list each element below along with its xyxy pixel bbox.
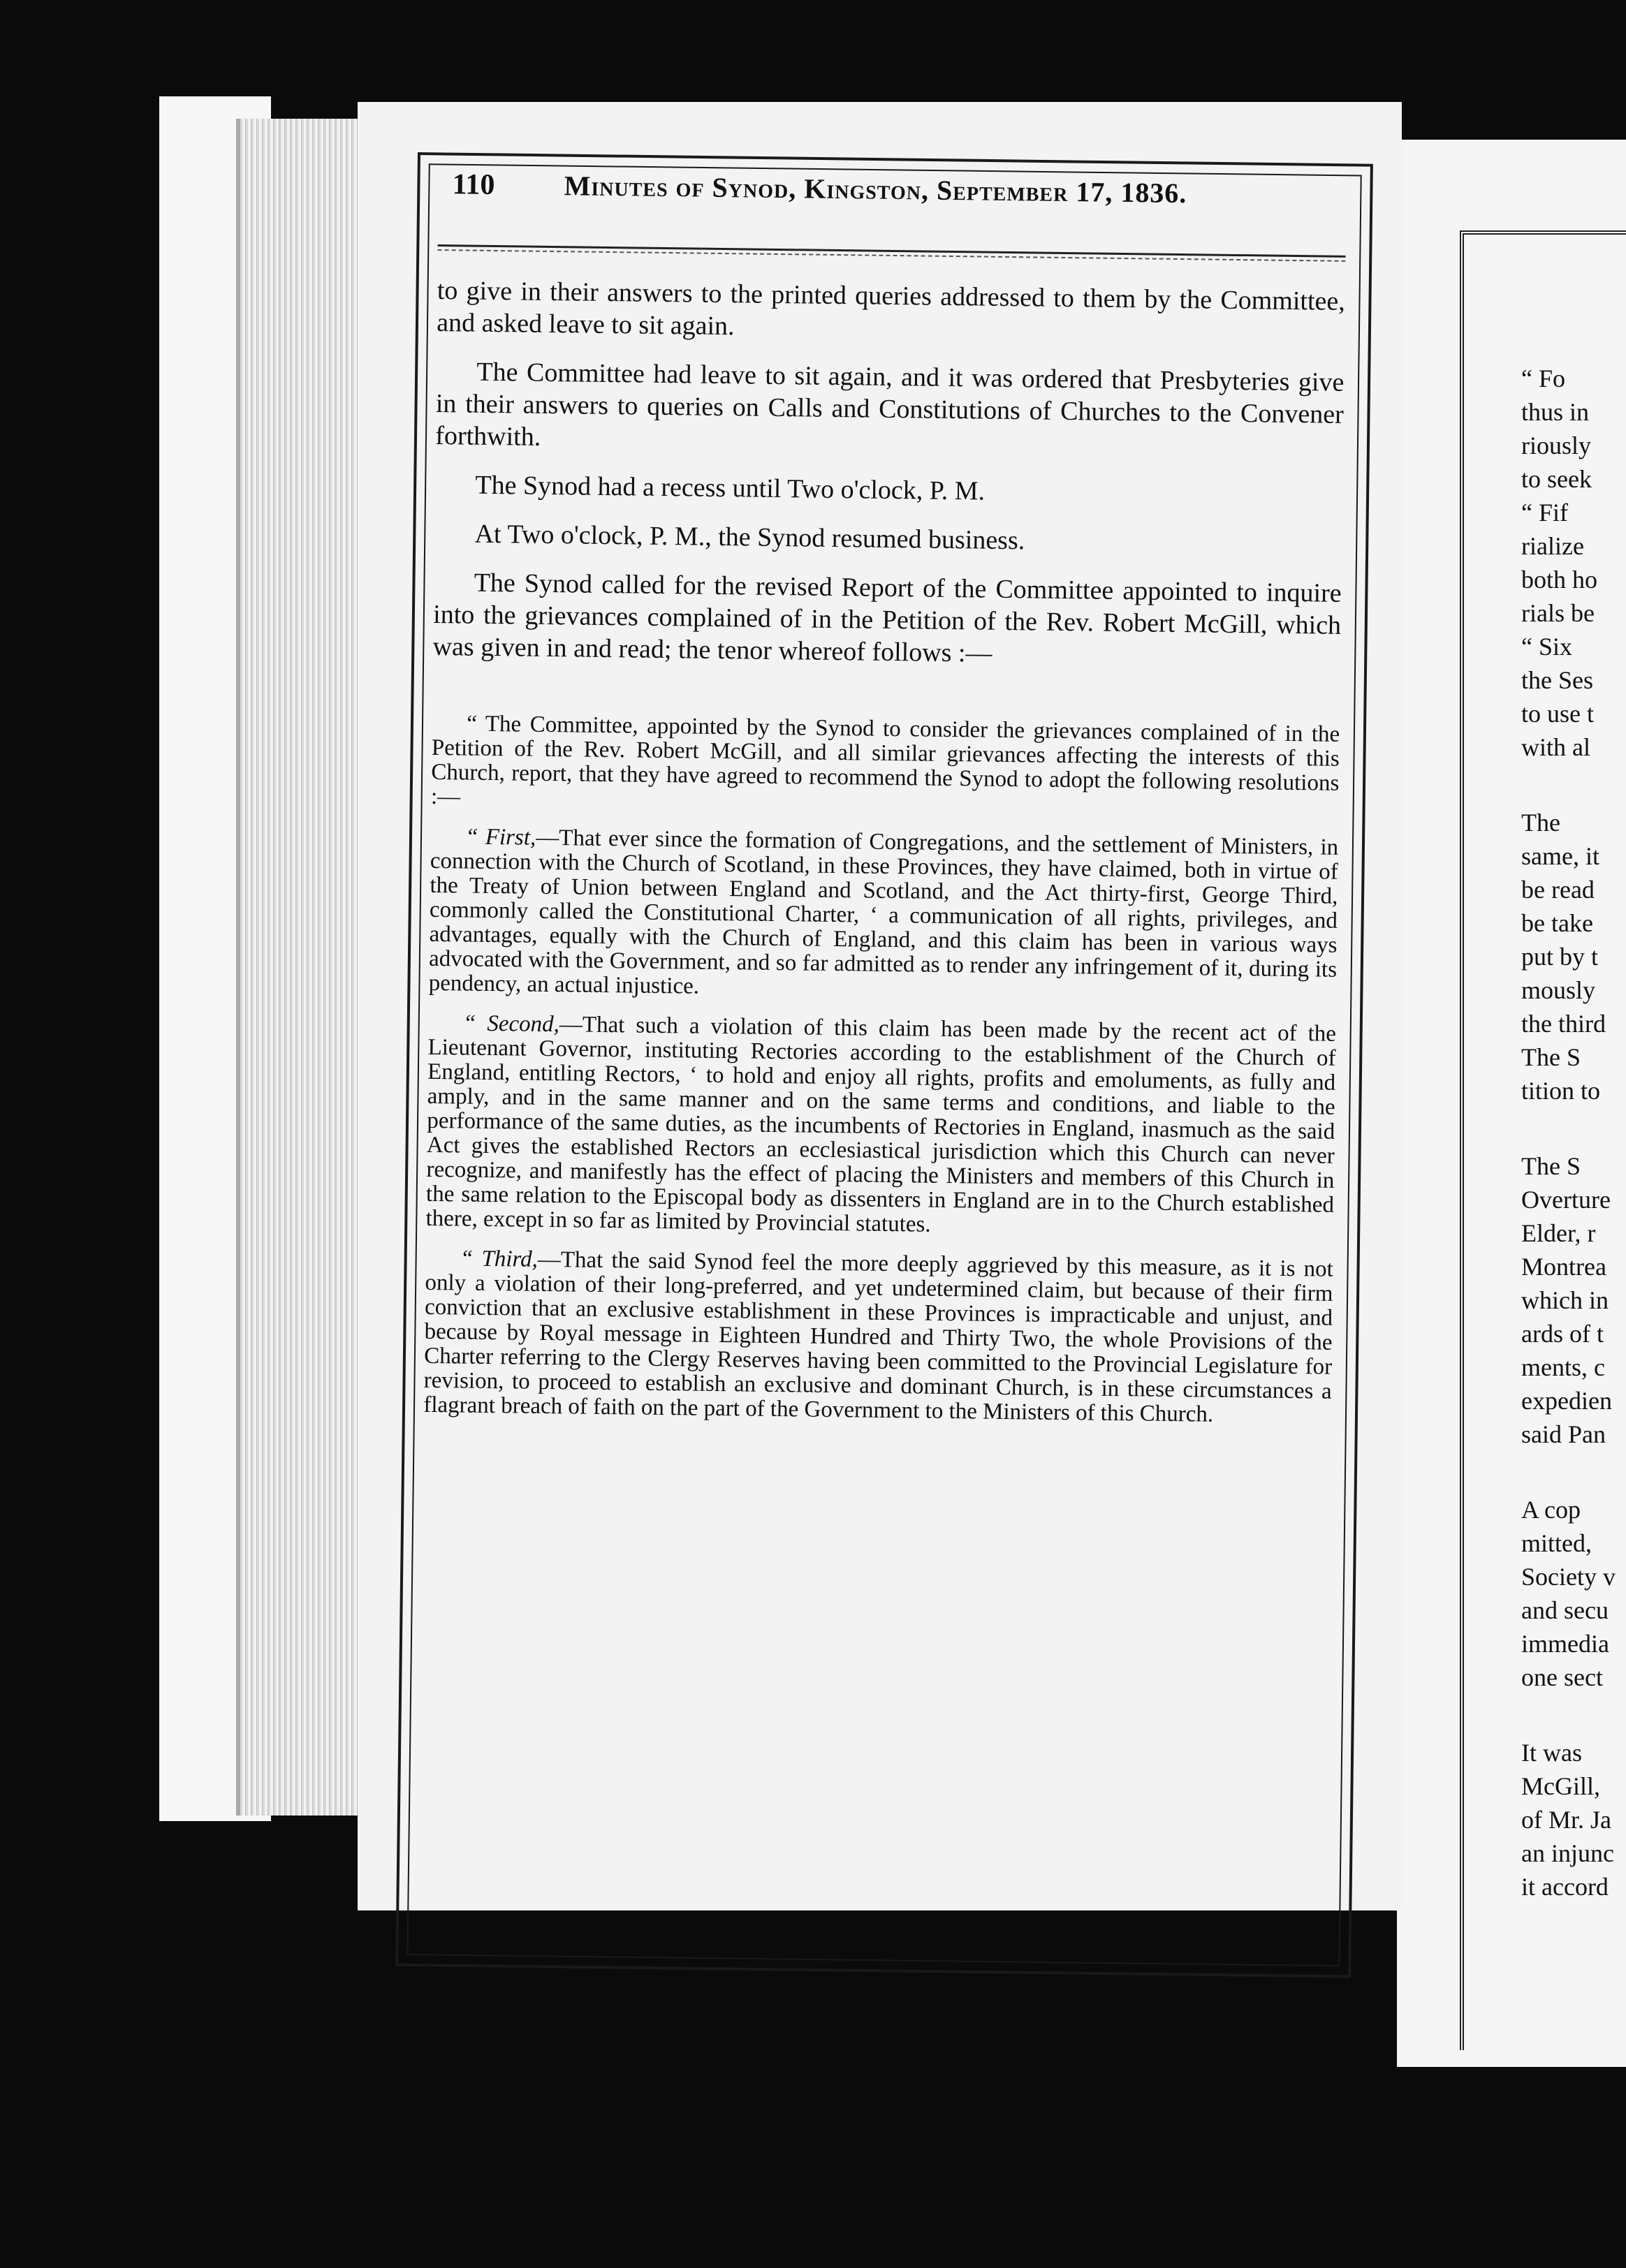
paragraph-recess: The Synod had a recess until Two o'clock, P. M. xyxy=(475,470,986,506)
facing-page-line: The xyxy=(1521,809,1560,837)
facing-page-line: one sect xyxy=(1521,1663,1603,1691)
facing-page-line: Overture xyxy=(1521,1186,1611,1214)
facing-page-line: same, it xyxy=(1521,842,1599,870)
running-header xyxy=(438,168,1347,258)
facing-page-line: The S xyxy=(1521,1152,1581,1180)
resolution-text: —That the said Synod feel the more deeply aggrieved by this measure, as it is not only a violation of their long-preferred, and yet undetermined claim, but because of their firm conviction that an exclusive establishment in these Provinces is impracticable and unjust, and because by Royal message in Eighteen Hundred and Thirty Two, the whole Provisions of the Charter referring to the Clergy Reserves having been committed to the Provincial Legislature for revision, to proceed to establish an exclusive and dominant Church, is in these circumstances a flagrant breach of faith on the part of the Government to the Ministers of this Church. xyxy=(423,1246,1334,1427)
resolution-lead: “ First, xyxy=(465,824,536,850)
facing-page-line: It was xyxy=(1521,1739,1582,1767)
facing-page-line: to seek xyxy=(1521,465,1592,493)
resolution-third xyxy=(423,1246,1333,1429)
facing-page-text xyxy=(1521,362,1626,1904)
facing-page-line: “ Six xyxy=(1521,633,1573,661)
resolution-first xyxy=(429,825,1339,1007)
facing-page-line: Montrea xyxy=(1521,1253,1606,1281)
facing-page-gap xyxy=(1521,1451,1626,1493)
facing-page-line: “ Fo xyxy=(1521,364,1565,392)
resolution-text: —That such a violation of this claim has been made by the recent act of the Lieutenant Governor, instituting Rectories according to the establishment of the Church of England, entitling Rectors, ‘ to hold and enjoy all rights, profits and emoluments, as fully and amply, and in the same manner and on the same terms and conditions, and liable to the performance of the same duties, as the incumbents of Rectories in England, inasmuch as the said Act gives the established Rectors an ecclesiastical jurisdiction which this Church can never recognize, and manifestly has the effect of placing the Ministers and members of this Church in the same relation to the Episcopal body as dissenters in England are in to the Church established there, except in so far as limited by Provincial statutes. xyxy=(425,1012,1337,1237)
facing-page-line: McGill, xyxy=(1521,1772,1600,1800)
facing-page-line: put by t xyxy=(1521,943,1599,971)
facing-page-line: to use t xyxy=(1521,700,1594,728)
facing-page-line: The S xyxy=(1521,1043,1581,1071)
facing-page-line: ards of t xyxy=(1521,1320,1604,1348)
resolution-lead: “ Third, xyxy=(460,1246,539,1272)
facing-page-line: be take xyxy=(1521,909,1593,937)
paragraph-continuation: to give in their answers to the printed queries addressed to them by the Committee, and asked leave to sit again. xyxy=(437,275,1346,341)
facing-page-line: the Ses xyxy=(1521,666,1593,694)
facing-page-line: be read xyxy=(1521,876,1595,904)
facing-page-line: riously xyxy=(1521,432,1592,459)
resolution-second xyxy=(425,1011,1336,1242)
facing-page-line: thus in xyxy=(1521,398,1590,426)
facing-page-line: “ Fif xyxy=(1521,499,1568,526)
facing-page-line: Society v xyxy=(1521,1563,1616,1591)
report-intro: “ The Committee, appointed by the Synod to consider the grievances complained of in the Petition of the Rev. Robert McGill, and all similar grievances affecting the interests of this Church, report, that they have agreed to recommend the Synod to adopt the following resolutions :— xyxy=(430,711,1340,810)
facing-page-line: rials be xyxy=(1521,599,1595,627)
facing-page-line: A cop xyxy=(1521,1496,1581,1524)
facing-page-gap xyxy=(1521,1107,1626,1149)
facing-page-line: expedien xyxy=(1521,1387,1612,1415)
facing-page-gap xyxy=(1521,1694,1626,1736)
running-title: Minutes of Synod, Kingston, September 17, 1836. xyxy=(564,170,1187,209)
facing-page-gap xyxy=(1521,764,1626,806)
facing-page-line: rialize xyxy=(1521,532,1584,560)
facing-page-line: mously xyxy=(1521,976,1596,1004)
facing-page-line: both ho xyxy=(1521,566,1598,594)
facing-page-line: with al xyxy=(1521,733,1590,761)
page-number: 110 xyxy=(452,168,495,201)
facing-page-line: an injunc xyxy=(1521,1839,1614,1867)
paragraph-resumed: At Two o'clock, P. M., the Synod resumed business. xyxy=(474,519,1025,556)
facing-page-line: of Mr. Ja xyxy=(1521,1806,1611,1834)
resolution-text: —That ever since the formation of Congregations, and the settlement of Ministers, in connection with the Church of Scotland, in these Provinces, they have claimed, both in virtue of the Treaty of Union between England and Scotland, and the Act thirty-first, George Third, commonly called the Constitutional Charter, ‘ a communication of all rights, privileges, and advantages, equally with the Church of England, and this claim has been in various ways advocated with the Government, and so far admitted as to render any infringement of it, during its pendency, an actual injustice. xyxy=(428,825,1339,999)
facing-page-line: said Pan xyxy=(1521,1420,1606,1448)
facing-page-line: which in xyxy=(1521,1286,1609,1314)
facing-page-line: the third xyxy=(1521,1010,1606,1038)
resolution-lead: “ Second, xyxy=(462,1010,560,1038)
facing-page-line: mitted, xyxy=(1521,1529,1592,1557)
facing-page-line: and secu xyxy=(1521,1596,1609,1624)
paragraph-committee-leave: The Committee had leave to sit again, and it was ordered that Presbyteries give in their answers to queries on Calls and Constitutions of Churches to the Convener forthwith. xyxy=(435,357,1345,452)
facing-page-line: Elder, r xyxy=(1521,1219,1596,1247)
facing-page-line: immedia xyxy=(1521,1630,1609,1658)
page-content xyxy=(423,168,1347,1444)
facing-page-line: ments, c xyxy=(1521,1353,1605,1381)
facing-page-line: it accord xyxy=(1521,1873,1609,1901)
paragraph-report-called: The Synod called for the revised Report of the Committee appointed to inquire into the grievances complained of in the Petition of the Rev. Robert McGill, which was given in and read; the tenor whereof follows :— xyxy=(432,568,1342,668)
facing-page-line: tition to xyxy=(1521,1077,1601,1105)
page-edges xyxy=(236,119,359,1816)
